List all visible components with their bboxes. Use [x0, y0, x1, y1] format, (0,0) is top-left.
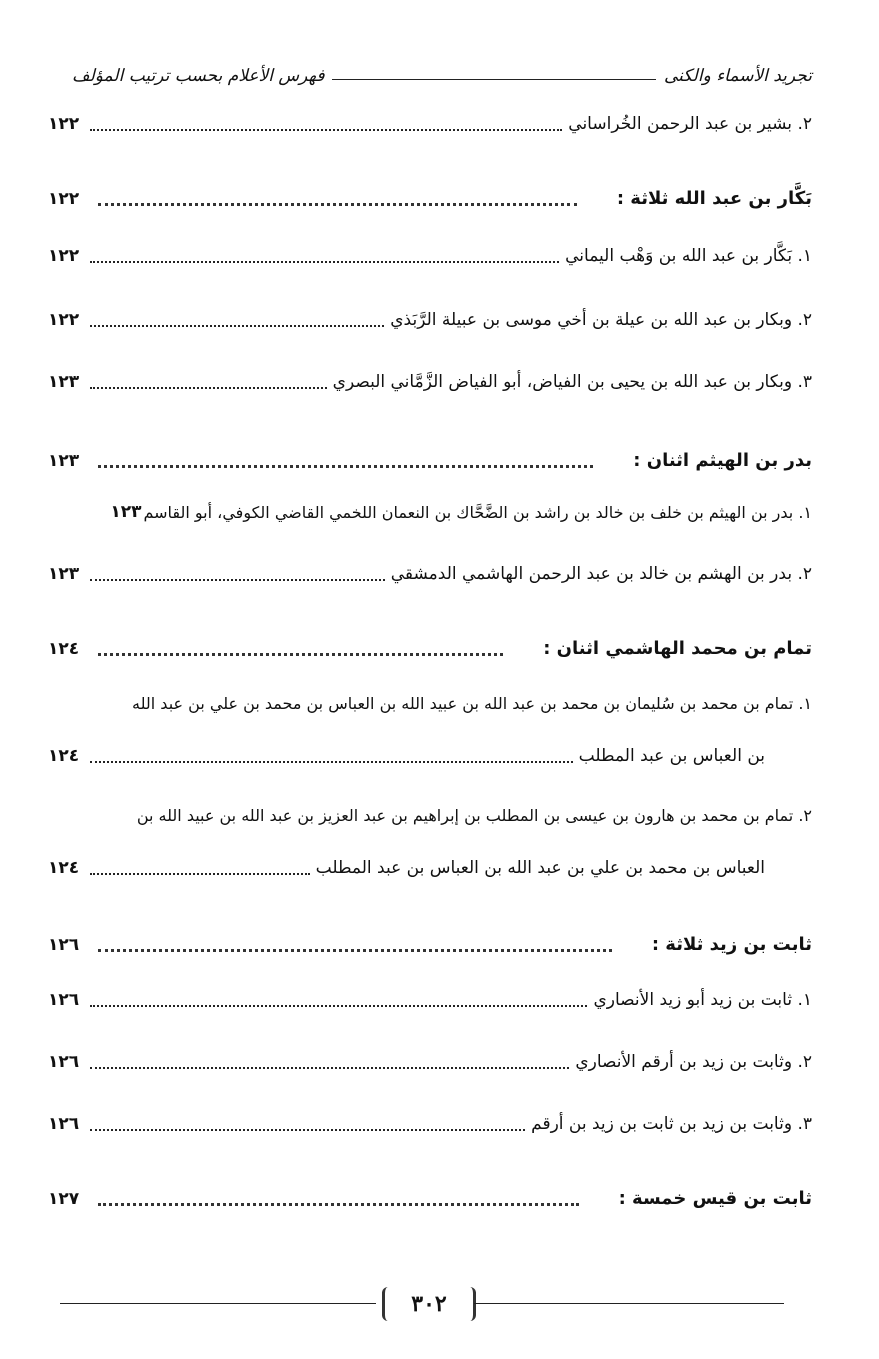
footer-rule-right: [474, 1303, 784, 1304]
heading-page: ١٢٢: [48, 188, 80, 209]
index-entry: [48, 746, 765, 766]
entry-name: ١. تمام بن محمد بن سُليمان بن محمد بن عبد الله بن عبيد الله بن العباس بن محمد بن علي بن عبد الله: [132, 694, 812, 713]
header-rule: [332, 79, 656, 80]
entry-name: ١. بدر بن الهيثم بن خلف بن خالد بن راشد بن الضَّحَّاك بن النعمان اللخمي القاضي الكوفي، أبو القاسم: [143, 502, 812, 522]
heading-page: ١٢٦: [48, 934, 80, 955]
leader-dots: [98, 1203, 579, 1206]
index-heading: [48, 934, 812, 955]
index-entry: [48, 372, 812, 392]
footer-rule-left: [60, 1303, 376, 1304]
index-entry: [48, 310, 812, 330]
entry-name: ٣. وبكار بن عبد الله بن يحيى بن الفياض، أبو الفياض الزَّمَّاني البصري: [332, 372, 812, 392]
heading-name: ثابت بن زيد ثلاثة :: [651, 934, 812, 955]
entry-name: ٢. وثابت بن زيد بن أرقم الأنصاري: [575, 1052, 812, 1072]
heading-page: ١٢٣: [48, 450, 80, 471]
header-book-title: تجريد الأسماء والكنى: [663, 66, 812, 86]
header-section-title: فهرس الأعلام بحسب ترتيب المؤلف: [72, 66, 325, 86]
heading-page: ١٢٧: [48, 1188, 80, 1209]
entry-page: ١٢٢: [48, 246, 80, 266]
leader-dots: [90, 1129, 525, 1131]
heading-name: ثابت بن قيس خمسة :: [618, 1188, 812, 1209]
entry-name: ٢. وبكار بن عبد الله بن عيلة بن أخي موسى بن عبيلة الرَّبَذي: [390, 310, 812, 330]
entry-page: ١٢٣: [110, 502, 142, 522]
entry-page: ١٢٣: [48, 372, 80, 392]
heading-name: تمام بن محمد الهاشمي اثنان :: [543, 638, 812, 659]
leader-dots: [90, 579, 385, 581]
page-number: ٣٠٢: [382, 1287, 476, 1321]
entry-name: ١. بَكَّار بن عبد الله بن وَهْب اليماني: [565, 246, 812, 266]
entry-page: ١٢٤: [48, 858, 80, 878]
entry-page: ١٢٤: [48, 746, 80, 766]
leader-dots: [90, 761, 573, 763]
entry-name: ٢. بشير بن عبد الرحمن الخُراساني: [568, 114, 812, 134]
index-heading: [48, 450, 812, 471]
index-entry: [48, 246, 812, 266]
entry-page: ١٢٢: [48, 310, 80, 330]
index-entry: [48, 1052, 812, 1072]
leader-dots: [98, 465, 593, 468]
index-entry: [48, 990, 812, 1010]
index-entry: [48, 114, 812, 134]
entry-name-continued: العباس بن محمد بن علي بن عبد الله بن العباس بن عبد المطلب: [315, 858, 765, 878]
entry-name: ٢. بدر بن الهشم بن خالد بن عبد الرحمن الهاشمي الدمشقي: [390, 564, 812, 584]
leader-dots: [90, 129, 562, 131]
leader-dots: [90, 873, 310, 875]
heading-name: بدر بن الهيثم اثنان :: [633, 450, 812, 471]
leader-dots: [90, 1067, 569, 1069]
index-entry: [40, 502, 812, 522]
leader-dots: [90, 387, 327, 389]
leader-dots: [90, 325, 384, 327]
index-heading: [48, 188, 812, 209]
entry-name: ٢. تمام بن محمد بن هارون بن عيسى بن المطلب بن إبراهيم بن عبد العزيز بن عبد الله بن عبيد الله بن: [136, 806, 812, 825]
page-footer: [60, 1287, 784, 1327]
heading-name: بَكَّار بن عبد الله ثلاثة :: [616, 188, 812, 209]
entry-name-continued: بن العباس بن عبد المطلب: [578, 746, 765, 766]
entry-page: ١٢٦: [48, 1052, 80, 1072]
entry-page: ١٢٦: [48, 1114, 80, 1134]
entry-name: ٣. وثابت بن زيد بن ثابت بن زيد بن أرقم: [531, 1114, 812, 1134]
heading-page: ١٢٤: [48, 638, 80, 659]
leader-dots: [98, 949, 612, 952]
index-entry: [48, 1114, 812, 1134]
entry-name: ١. ثابت بن زيد أبو زيد الأنصاري: [593, 990, 812, 1010]
running-header: [72, 62, 812, 90]
index-entry: [48, 858, 765, 878]
entry-page: ١٢٣: [48, 564, 80, 584]
leader-dots: [90, 1005, 587, 1007]
entry-page: ١٢٢: [48, 114, 80, 134]
index-heading: [48, 638, 812, 659]
index-entry: [48, 564, 812, 584]
leader-dots: [98, 653, 503, 656]
entry-page: ١٢٦: [48, 990, 80, 1010]
leader-dots: [90, 261, 559, 263]
leader-dots: [98, 203, 577, 206]
index-heading: [48, 1188, 812, 1209]
